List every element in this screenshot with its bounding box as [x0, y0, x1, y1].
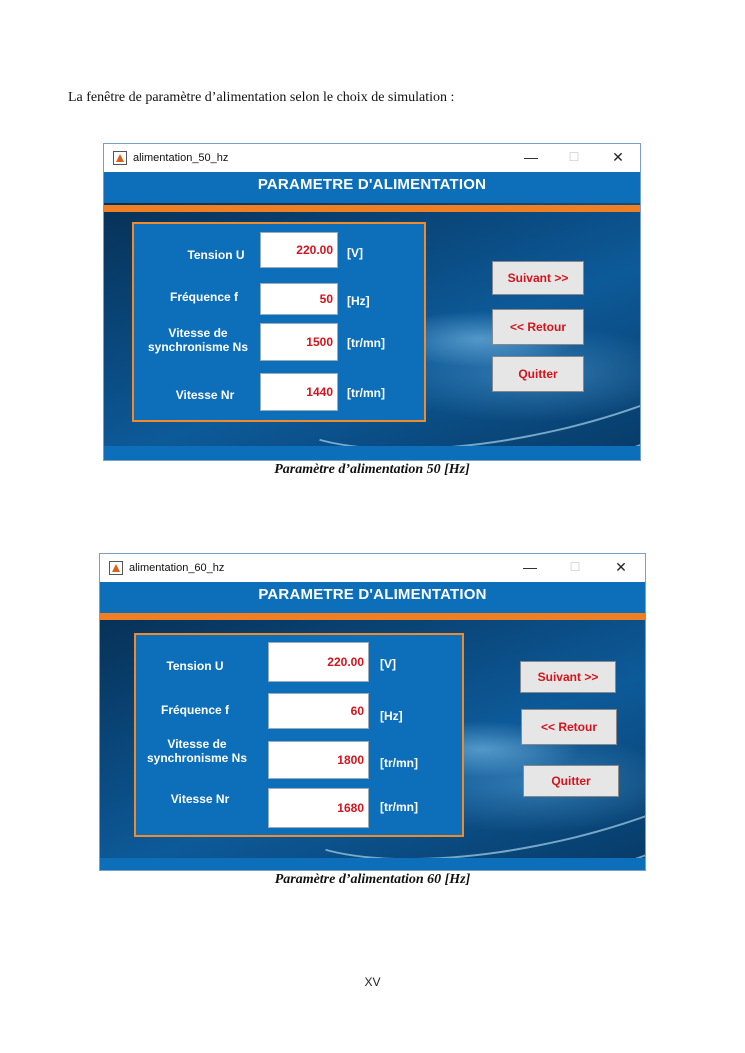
unit-frequence: [Hz]: [347, 294, 370, 308]
caption-50hz: Paramètre d’alimentation 50 [Hz]: [274, 462, 470, 477]
window-title: alimentation_50_hz: [133, 152, 229, 164]
label-vitesse-nr: Vitesse Nr: [175, 388, 235, 402]
retour-button[interactable]: << Retour: [521, 709, 617, 745]
unit-tension: [V]: [347, 246, 363, 260]
title-bar[interactable]: [104, 144, 640, 172]
unit-vitesse-ns: [tr/mn]: [380, 756, 418, 770]
unit-vitesse-nr: [tr/mn]: [380, 800, 418, 814]
orange-separator: [100, 613, 645, 620]
page-number: XV: [364, 975, 381, 989]
frequence-input[interactable]: 50: [260, 283, 338, 315]
unit-vitesse-ns: [tr/mn]: [347, 336, 385, 350]
retour-button[interactable]: << Retour: [492, 309, 584, 345]
suivant-button[interactable]: Suivant >>: [492, 261, 584, 295]
label-tension: Tension U: [187, 248, 245, 262]
label-tension: Tension U: [166, 659, 224, 673]
suivant-button[interactable]: Suivant >>: [520, 661, 616, 693]
label-vitesse-ns: Vitesse de synchronisme Ns: [146, 737, 248, 765]
window-60hz: [99, 553, 646, 871]
bottom-band: [104, 446, 640, 460]
label-frequence: Fréquence f: [160, 703, 229, 717]
header-band: [104, 172, 640, 203]
header-title: PARAMETRE D'ALIMENTATION: [257, 176, 487, 193]
maximize-icon[interactable]: ☐: [568, 150, 580, 164]
unit-tension: [V]: [380, 657, 396, 671]
minimize-icon[interactable]: —: [524, 149, 538, 165]
window-title: alimentation_60_hz: [129, 562, 225, 574]
unit-vitesse-nr: [tr/mn]: [347, 386, 385, 400]
close-icon[interactable]: ✕: [615, 559, 627, 575]
vitesse-ns-input[interactable]: 1500: [260, 323, 338, 361]
bottom-band: [100, 858, 645, 870]
label-vitesse-nr: Vitesse Nr: [170, 792, 230, 806]
quitter-button[interactable]: Quitter: [523, 765, 619, 797]
vitesse-nr-input[interactable]: 1440: [260, 373, 338, 411]
tension-input[interactable]: 220.00: [260, 232, 338, 268]
window-content: [100, 582, 645, 870]
intro-text: La fenêtre de paramètre d’alimentation selon le choix de simulation :: [68, 90, 455, 105]
window-50hz: [103, 143, 641, 461]
header-title: PARAMETRE D'ALIMENTATION: [258, 586, 487, 603]
matlab-icon: [113, 151, 127, 165]
label-vitesse-ns: Vitesse de synchronisme Ns: [147, 326, 249, 354]
frequence-input[interactable]: 60: [268, 693, 369, 729]
close-icon[interactable]: ✕: [612, 149, 624, 165]
minimize-icon[interactable]: —: [523, 559, 537, 575]
unit-frequence: [Hz]: [380, 709, 403, 723]
maximize-icon[interactable]: ☐: [569, 560, 581, 574]
matlab-icon: [109, 561, 123, 575]
title-bar[interactable]: [100, 554, 645, 582]
vitesse-nr-input[interactable]: 1680: [268, 788, 369, 828]
label-frequence: Fréquence f: [169, 290, 238, 304]
header-band: [100, 582, 645, 613]
caption-60hz: Paramètre d’alimentation 60 [Hz]: [274, 872, 471, 887]
tension-input[interactable]: 220.00: [268, 642, 369, 682]
quitter-button[interactable]: Quitter: [492, 356, 584, 392]
orange-separator: [104, 205, 640, 212]
window-content: [104, 172, 640, 460]
vitesse-ns-input[interactable]: 1800: [268, 741, 369, 779]
